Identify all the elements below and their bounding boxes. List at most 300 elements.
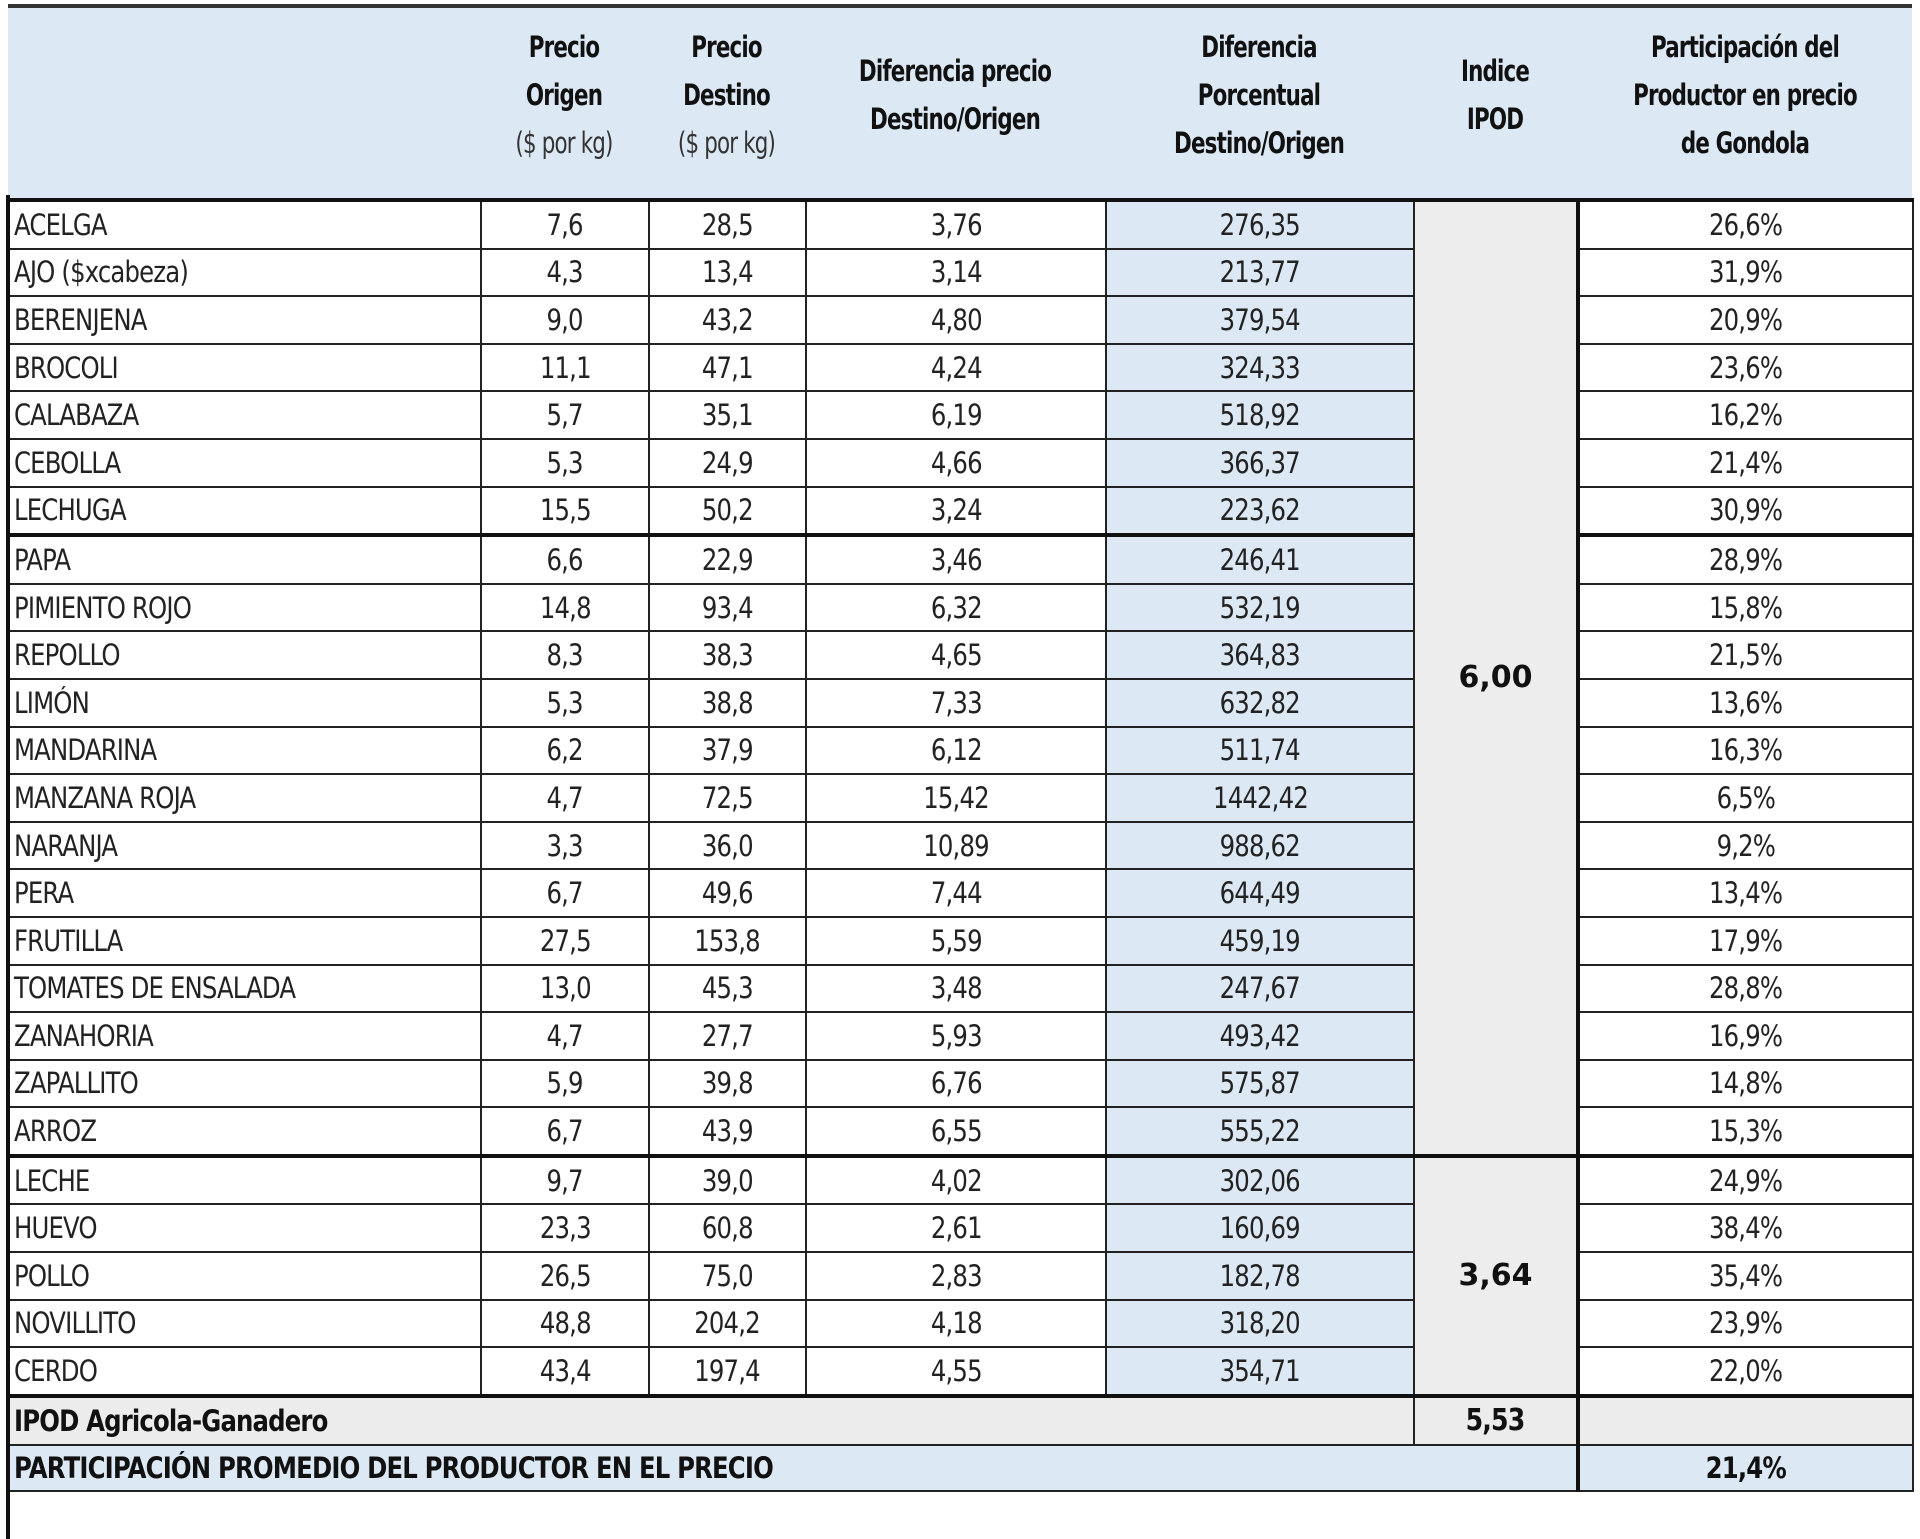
product-name [9,535,481,584]
precio-origen [481,439,649,487]
header-line: Productor en precio [1633,78,1857,112]
header-line: Destino [683,78,770,112]
diferencia-porcentual-text: 532,19 [1219,590,1301,625]
product-name-text: LIMÓN [14,685,89,720]
product-name [9,1060,481,1108]
product-name [9,631,481,679]
precio-origen-text: 48,8 [539,1306,591,1341]
diferencia-precio [806,1204,1106,1252]
header-diferencia-porcentual [1133,0,1386,190]
diferencia-precio [806,344,1106,392]
diferencia-porcentual-text: 511,74 [1219,733,1301,768]
precio-origen-text: 5,7 [546,398,584,433]
participacion-productor [1578,249,1913,297]
diferencia-precio-text: 6,76 [930,1066,982,1101]
ipod-summary-label [9,1396,1414,1445]
participacion-productor-text: 15,8% [1709,590,1783,625]
diferencia-precio [806,487,1106,536]
precio-origen-text: 3,3 [546,828,584,863]
precio-destino-text: 60,8 [702,1211,753,1246]
participacion-productor [1578,1347,1913,1396]
precio-origen [481,535,649,584]
table-row [9,1252,1913,1300]
diferencia-precio-text: 6,12 [930,733,982,768]
precio-origen [481,631,649,679]
participacion-summary-value [1578,1445,1913,1491]
precio-origen [481,1347,649,1396]
participacion-productor-text: 23,9% [1709,1306,1783,1341]
product-name [9,439,481,487]
diferencia-precio-text: 4,65 [930,638,982,673]
table-row [9,631,1913,679]
precio-origen [481,1204,649,1252]
table-row [9,869,1913,917]
precio-destino [649,727,806,775]
precio-destino [649,200,806,249]
participacion-productor-text: 17,9% [1709,923,1783,958]
precio-origen [481,1252,649,1300]
precio-origen-text: 4,7 [546,780,584,815]
header-unit: ($ por kg) [677,126,776,160]
product-name-text: BROCOLI [14,350,118,385]
precio-origen-text: 6,7 [546,876,584,911]
product-name [9,487,481,536]
product-name-text: BERENJENA [14,302,147,337]
participacion-productor-text: 31,9% [1709,255,1783,290]
diferencia-precio-text: 6,19 [930,398,982,433]
product-name [9,1156,481,1205]
precio-destino-text: 22,9 [702,542,753,577]
product-name [9,1107,481,1156]
diferencia-precio-text: 4,24 [930,350,982,385]
table-row [9,1012,1913,1060]
header-line: Indice [1460,54,1530,88]
diferencia-precio [806,631,1106,679]
diferencia-porcentual [1106,1012,1414,1060]
diferencia-precio [806,439,1106,487]
diferencia-precio-text: 2,61 [930,1211,982,1246]
precio-destino [649,249,806,297]
participacion-productor [1578,296,1913,344]
diferencia-porcentual [1106,1347,1414,1396]
precio-destino [649,1347,806,1396]
product-name [9,1300,481,1348]
diferencia-porcentual [1106,439,1414,487]
participacion-productor [1578,344,1913,392]
participacion-productor-text: 13,4% [1709,876,1783,911]
product-name-text: TOMATES DE ENSALADA [14,971,296,1006]
diferencia-porcentual-text: 366,37 [1219,445,1301,480]
precio-destino [649,535,806,584]
precio-destino-text: 50,2 [702,493,753,528]
product-name-text: PERA [14,876,74,911]
precio-origen [481,1300,649,1348]
table-row [9,1347,1913,1396]
diferencia-precio [806,1252,1106,1300]
diferencia-precio [806,1107,1106,1156]
diferencia-precio-text: 4,80 [930,302,982,337]
diferencia-porcentual-text: 160,69 [1219,1211,1301,1246]
price-table [8,198,1914,1492]
precio-destino-text: 45,3 [702,971,753,1006]
diferencia-precio [806,1012,1106,1060]
precio-destino-text: 75,0 [702,1258,753,1293]
diferencia-precio [806,1347,1106,1396]
header-precio-destino [662,0,791,190]
diferencia-porcentual-text: 302,06 [1219,1163,1301,1198]
precio-destino [649,774,806,822]
diferencia-precio-text: 3,76 [930,207,982,242]
participacion-productor-text: 15,3% [1709,1114,1783,1149]
ipod-summary-value-text: 5,53 [1466,1403,1525,1439]
precio-destino-text: 204,2 [694,1306,761,1341]
product-name-text: CEBOLLA [14,445,121,480]
precio-origen-text: 14,8 [539,590,591,625]
diferencia-porcentual-text: 644,49 [1219,876,1301,911]
diferencia-porcentual [1106,391,1414,439]
precio-origen-text: 6,6 [546,542,584,577]
participacion-summary-value-text: 21,4% [1705,1450,1787,1485]
diferencia-precio [806,1156,1106,1205]
table-row [9,1156,1913,1205]
diferencia-precio-text: 10,89 [923,828,989,863]
participacion-productor-text: 14,8% [1709,1066,1783,1101]
header-line: de Gondola [1680,126,1810,160]
diferencia-precio [806,535,1106,584]
precio-destino-text: 27,7 [702,1018,753,1053]
precio-origen [481,200,649,249]
precio-destino [649,822,806,870]
diferencia-precio-text: 5,93 [930,1018,982,1053]
table-row [9,296,1913,344]
product-name [9,774,481,822]
product-name-text: ZAPALLITO [14,1066,138,1101]
table-row [9,1107,1913,1156]
precio-origen-text: 6,7 [546,1114,584,1149]
product-name [9,249,481,297]
table-row [9,439,1913,487]
precio-origen-text: 5,3 [546,685,584,720]
participacion-summary-row [9,1445,1913,1491]
diferencia-porcentual-text: 182,78 [1219,1258,1301,1293]
precio-origen-text: 11,1 [539,350,591,385]
product-name-text: POLLO [14,1258,90,1293]
diferencia-porcentual [1106,822,1414,870]
precio-origen [481,296,649,344]
diferencia-porcentual-text: 575,87 [1219,1066,1301,1101]
product-name [9,391,481,439]
diferencia-precio [806,296,1106,344]
precio-origen [481,584,649,632]
diferencia-porcentual [1106,1060,1414,1108]
precio-destino-text: 35,1 [702,398,753,433]
precio-destino-text: 49,6 [702,876,753,911]
diferencia-precio [806,774,1106,822]
table-row [9,487,1913,536]
precio-origen-text: 15,5 [539,493,591,528]
product-name [9,822,481,870]
diferencia-porcentual-text: 1442,42 [1212,780,1308,815]
precio-destino-text: 37,9 [702,733,753,768]
diferencia-porcentual [1106,1252,1414,1300]
participacion-productor [1578,1012,1913,1060]
precio-origen-text: 27,5 [539,923,591,958]
header-line: Destino/Origen [870,102,1040,136]
participacion-productor [1578,439,1913,487]
precio-origen [481,391,649,439]
diferencia-porcentual-text: 247,67 [1219,971,1301,1006]
product-name [9,200,481,249]
diferencia-precio [806,727,1106,775]
table-row [9,679,1913,727]
product-name [9,1252,481,1300]
precio-destino-text: 47,1 [702,350,753,385]
precio-destino [649,391,806,439]
precio-origen-text: 7,6 [546,207,584,242]
participacion-productor-text: 24,9% [1709,1163,1783,1198]
precio-origen [481,727,649,775]
diferencia-precio [806,679,1106,727]
precio-destino [649,1012,806,1060]
participacion-productor [1578,535,1913,584]
diferencia-precio [806,822,1106,870]
diferencia-porcentual-text: 318,20 [1219,1306,1301,1341]
diferencia-porcentual [1106,296,1414,344]
header-unit: ($ por kg) [515,126,613,160]
precio-destino [649,1204,806,1252]
precio-origen-text: 23,3 [539,1211,591,1246]
precio-destino-text: 197,4 [694,1354,761,1389]
precio-destino-text: 93,4 [702,590,753,625]
ipod-agricola: 6,00 [1414,200,1578,1156]
header-line: Participación del [1651,30,1839,64]
precio-destino-text: 36,0 [702,828,753,863]
diferencia-porcentual [1106,965,1414,1013]
product-name-text: NARANJA [14,828,118,863]
precio-destino [649,965,806,1013]
product-name-text: NOVILLITO [14,1306,136,1341]
participacion-productor [1578,679,1913,727]
product-name [9,869,481,917]
precio-destino [649,1156,806,1205]
header-line: Destino/Origen [1174,126,1344,160]
precio-destino [649,487,806,536]
participacion-productor [1578,1107,1913,1156]
diferencia-porcentual-text: 364,83 [1219,638,1301,673]
diferencia-porcentual [1106,917,1414,965]
diferencia-precio [806,584,1106,632]
header-line: Precio [528,30,600,64]
participacion-productor-text: 38,4% [1709,1211,1783,1246]
precio-destino-text: 43,9 [702,1114,753,1149]
precio-destino-text: 24,9 [702,445,753,480]
diferencia-porcentual-text: 213,77 [1219,255,1301,290]
precio-origen [481,487,649,536]
diferencia-precio-text: 5,59 [930,923,982,958]
precio-destino-text: 38,8 [702,685,753,720]
ipod-summary-label-text: IPOD Agricola-Ganadero [14,1403,328,1438]
product-name [9,727,481,775]
table-row [9,727,1913,775]
precio-destino [649,1060,806,1108]
diferencia-precio-text: 7,33 [930,685,982,720]
participacion-productor [1578,1252,1913,1300]
diferencia-porcentual-text: 555,22 [1219,1114,1301,1149]
ipod-summary-value [1414,1396,1578,1445]
diferencia-porcentual [1106,344,1414,392]
participacion-productor [1578,631,1913,679]
participacion-productor-text: 16,2% [1709,398,1783,433]
precio-origen [481,1156,649,1205]
product-name-text: REPOLLO [14,638,120,673]
product-name-text: PIMIENTO ROJO [14,590,192,625]
diferencia-porcentual [1106,200,1414,249]
product-name-text: LECHE [14,1163,90,1198]
header-diferencia-precio [820,0,1091,190]
table-row [9,774,1913,822]
diferencia-porcentual-text: 379,54 [1219,302,1301,337]
precio-origen [481,1060,649,1108]
precio-destino-text: 72,5 [702,780,753,815]
table-row [9,200,1913,249]
precio-destino-text: 153,8 [694,923,761,958]
product-name-text: ARROZ [14,1114,97,1149]
precio-origen [481,249,649,297]
diferencia-porcentual-text: 459,19 [1219,923,1301,958]
diferencia-porcentual-text: 518,92 [1219,398,1301,433]
diferencia-precio [806,917,1106,965]
precio-destino [649,439,806,487]
diferencia-porcentual-text: 246,41 [1219,542,1301,577]
table-row [9,917,1913,965]
participacion-productor [1578,584,1913,632]
diferencia-precio-text: 6,55 [930,1114,982,1149]
header-line: Diferencia [1201,30,1317,64]
participacion-productor-text: 28,8% [1709,971,1783,1006]
ipod-ganadero: 3,64 [1414,1156,1578,1396]
participacion-productor-text: 26,6% [1709,207,1783,242]
precio-origen [481,1012,649,1060]
precio-origen-text: 9,7 [546,1163,584,1198]
product-name-text: FRUTILLA [14,923,123,958]
precio-origen [481,1107,649,1156]
diferencia-porcentual [1106,535,1414,584]
diferencia-precio-text: 4,02 [930,1163,982,1198]
precio-origen-text: 26,5 [539,1258,591,1293]
precio-origen [481,917,649,965]
diferencia-precio [806,1300,1106,1348]
table-left-border [6,195,10,1539]
precio-destino [649,1252,806,1300]
participacion-productor [1578,1204,1913,1252]
diferencia-porcentual [1106,1204,1414,1252]
diferencia-precio-text: 3,48 [930,971,982,1006]
participacion-productor [1578,727,1913,775]
header-indice-ipod [1428,0,1562,190]
participacion-productor [1578,917,1913,965]
participacion-summary-label-text: PARTICIPACIÓN PROMEDIO DEL PRODUCTOR EN EL PRECIO [14,1450,773,1485]
precio-origen-text: 5,3 [546,445,584,480]
header-line: IPOD [1466,102,1524,136]
diferencia-porcentual [1106,727,1414,775]
precio-destino [649,631,806,679]
precio-destino-text: 28,5 [702,207,753,242]
table-row [9,1300,1913,1348]
diferencia-porcentual [1106,249,1414,297]
precio-origen [481,869,649,917]
product-name-text: CALABAZA [14,398,139,433]
table-row [9,584,1913,632]
diferencia-porcentual-text: 276,35 [1219,207,1301,242]
table-row [9,344,1913,392]
product-name-text: ZANAHORIA [14,1018,153,1053]
diferencia-porcentual-text: 354,71 [1219,1354,1301,1389]
product-name-text: MANDARINA [14,733,157,768]
participacion-productor-text: 20,9% [1709,302,1783,337]
precio-origen [481,822,649,870]
diferencia-porcentual [1106,584,1414,632]
participacion-productor [1578,965,1913,1013]
diferencia-precio [806,200,1106,249]
diferencia-precio [806,1060,1106,1108]
diferencia-porcentual [1106,1156,1414,1205]
header-precio-origen [495,0,633,190]
participacion-productor [1578,822,1913,870]
diferencia-porcentual-text: 223,62 [1219,493,1301,528]
precio-origen-text: 4,7 [546,1018,584,1053]
participacion-productor [1578,1156,1913,1205]
diferencia-precio [806,249,1106,297]
diferencia-porcentual [1106,869,1414,917]
product-name-text: MANZANA ROJA [14,780,196,815]
diferencia-porcentual [1106,679,1414,727]
product-name [9,679,481,727]
header-line: Precio [691,30,762,64]
product-name-text: CERDO [14,1354,98,1389]
diferencia-precio [806,965,1106,1013]
diferencia-porcentual-text: 988,62 [1219,828,1301,863]
ipod-summary-empty [1578,1396,1913,1445]
product-name [9,1347,481,1396]
participacion-productor [1578,391,1913,439]
diferencia-porcentual [1106,774,1414,822]
table-row [9,965,1913,1013]
diferencia-precio-text: 4,55 [930,1354,982,1389]
diferencia-porcentual [1106,487,1414,536]
product-name [9,344,481,392]
diferencia-precio-text: 4,18 [930,1306,982,1341]
product-name-text: ACELGA [14,207,107,242]
precio-destino-text: 38,3 [702,638,753,673]
header-line: Diferencia precio [858,54,1052,88]
participacion-productor [1578,869,1913,917]
participacion-productor-text: 6,5% [1716,780,1776,815]
diferencia-porcentual [1106,1107,1414,1156]
header-line: Porcentual [1197,78,1321,112]
diferencia-porcentual-text: 493,42 [1219,1018,1301,1053]
participacion-productor-text: 23,6% [1709,350,1783,385]
precio-destino [649,344,806,392]
participacion-summary-label [9,1445,1578,1491]
product-name [9,584,481,632]
diferencia-porcentual [1106,1300,1414,1348]
product-name [9,965,481,1013]
precio-origen-text: 13,0 [539,971,591,1006]
precio-origen [481,774,649,822]
table-row [9,535,1913,584]
product-name [9,1012,481,1060]
precio-origen [481,965,649,1013]
